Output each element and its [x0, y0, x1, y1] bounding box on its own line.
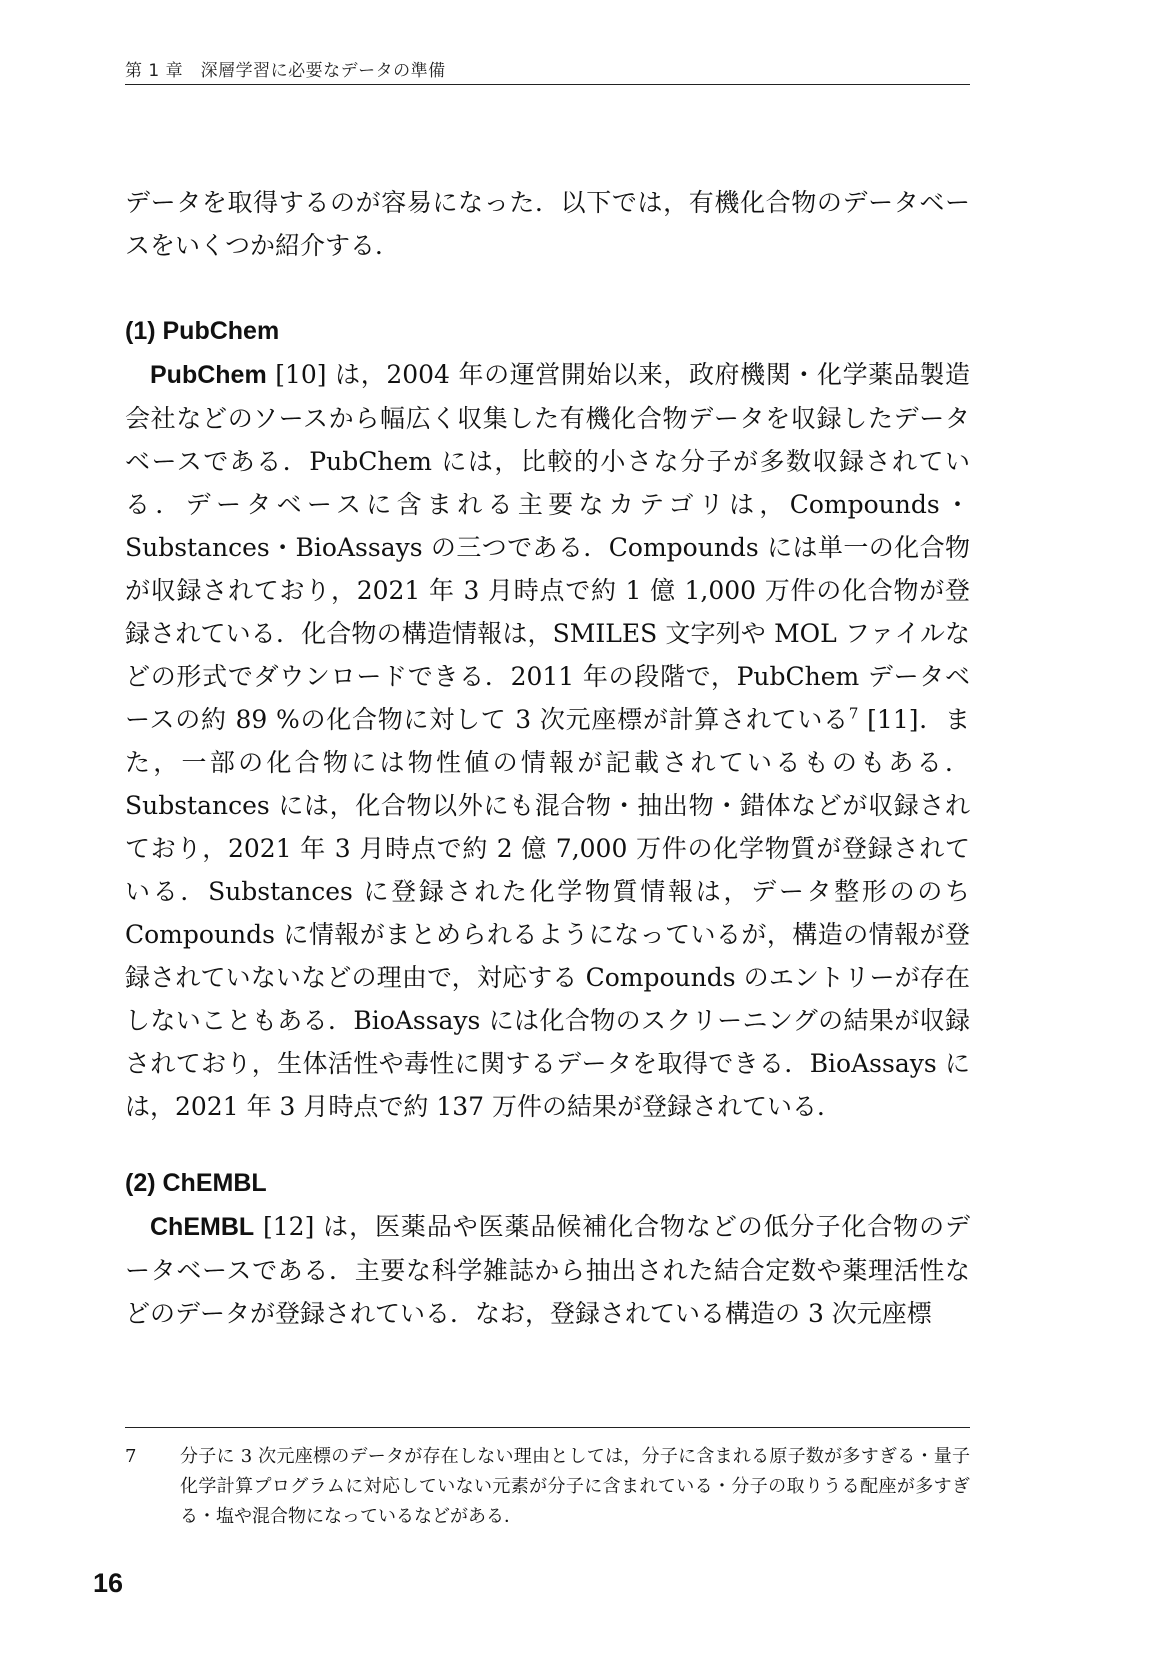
- pubchem-text-a: [10] は，2004 年の運営開始以来，政府機関・化学薬品製造会社などのソースから幅広く収集した有機化合物データを収録したデータベースである．PubChem には，比較的小さな分子が多数収録されている．データベースに含まれる主要なカテゴリは，Compounds・Substances・BioAssays の三つである．Compounds には単一の化合物が収録されており，2021 年 3 月時点で約 1 億 1,000 万件の化合物が登録されている．化合物の構造情報は，SMILES 文字列や MOL ファイルなどの形式でダウンロードできる．2011 年の段階で，PubChem データベースの約 89 %の化合物に対して 3 次元座標が計算されている: [125, 360, 970, 734]
- section-heading-chembl: (2) ChEMBL: [125, 1169, 267, 1197]
- footnote-ref[interactable]: 7: [848, 704, 859, 723]
- section-gap: [125, 267, 970, 310]
- footnote: [125, 1442, 970, 1532]
- body-text: [125, 181, 970, 1335]
- section-gap: [125, 1128, 970, 1162]
- pubchem-paragraph: [125, 353, 970, 1128]
- running-head: 第 1 章 深層学習に必要なデータの準備: [125, 61, 446, 81]
- footnote-rule: [125, 1427, 970, 1428]
- footnote-text: 分子に 3 次元座標のデータが存在しない理由としては，分子に含まれる原子数が多すぎる・量子化学計算プログラムに対応していない元素が分子に含まれている・分子の取りうる配座が多すぎる・塩や混合物になっているなどがある．: [180, 1446, 970, 1527]
- intro-paragraph: データを取得するのが容易になった．以下では，有機化合物のデータベースをいくつか紹介する．: [125, 188, 970, 260]
- header-rule: [125, 84, 970, 85]
- footnote-number: 7: [125, 1446, 137, 1467]
- pubchem-term: PubChem: [150, 361, 267, 389]
- section-heading-pubchem: (1) PubChem: [125, 317, 280, 345]
- chembl-term: ChEMBL: [150, 1213, 255, 1241]
- pubchem-text-b: [11]．また，一部の化合物には物性値の情報が記載されているものもある．Substances には，化合物以外にも混合物・抽出物・錯体などが収録されており，2021 年 3 月時点で約 2 億 7,000 万件の化学物質が登録されている．Substances に登録された化学物質情報は，データ整形ののち Compounds に情報がまとめられるようになっているが，構造の情報が登録されていないなどの理由で，対応する Compounds のエントリーが存在しないこともある．BioAssays には化合物のスクリーニングの結果が収録されており，生体活性や毒性に関するデータを取得できる．BioAssays には，2021 年 3 月時点で約 137 万件の結果が登録されている．: [125, 705, 971, 1121]
- page-number: 16: [93, 1568, 124, 1598]
- chembl-paragraph: [125, 1205, 970, 1335]
- chembl-text: [12] は，医薬品や医薬品候補化合物などの低分子化合物のデータベースである．主要な科学雑誌から抽出された結合定数や薬理活性などのデータが登録されている．なお，登録されている構造の 3 次元座標: [125, 1212, 970, 1328]
